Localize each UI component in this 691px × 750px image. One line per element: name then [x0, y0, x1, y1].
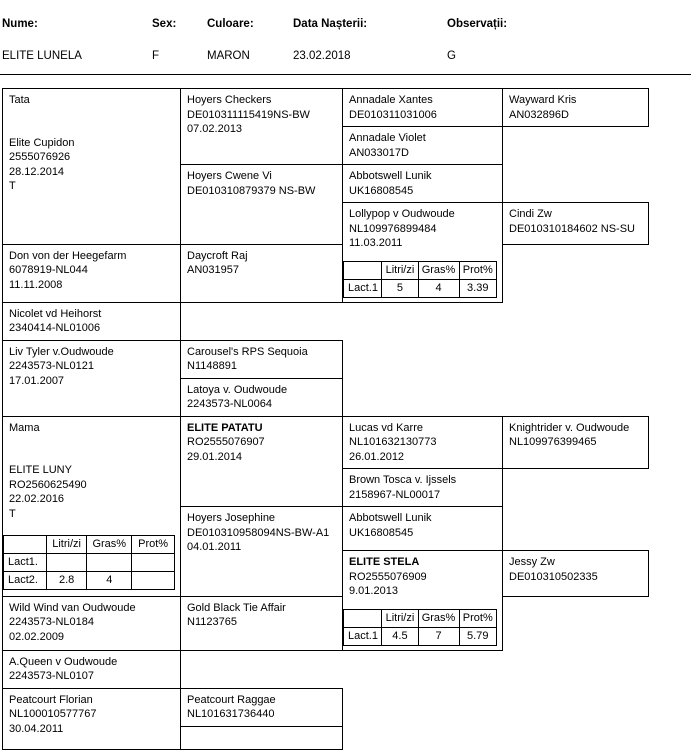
lactation-header-gras: Gras%: [87, 536, 132, 554]
ancestor-cell-g4: [343, 507, 503, 551]
lactation-prot: 3.39: [459, 279, 497, 297]
lactation-litri: [46, 554, 86, 572]
ancestor-id: NL101631736440: [187, 708, 275, 721]
value-sex: F: [152, 50, 160, 62]
lactation-header-litri: Litri/zi: [382, 261, 418, 279]
ancestor-id: DE010310958094NS-BW-A1: [187, 526, 330, 539]
ancestor-date: 11.11.2008: [9, 278, 63, 291]
dam-extra: T: [9, 507, 16, 520]
label-color: Culoare:: [207, 18, 254, 30]
ancestor-cell-g3: [343, 416, 503, 469]
ancestor-id: 2243573-NL0184: [9, 616, 95, 629]
ancestor-name: Don von der Heegefarm: [9, 249, 127, 262]
lactation-header-gras: Gras%: [418, 261, 459, 279]
ancestor-cell-g3: [343, 89, 503, 127]
lactation-label: Lact.1: [344, 279, 382, 297]
sire-name: Elite Cupidon: [9, 136, 75, 149]
ancestor-name: ELITE STELA: [349, 556, 420, 569]
header-divider: [0, 74, 691, 75]
dam-cell: [3, 416, 181, 596]
ancestor-id: DE010311031006: [349, 108, 437, 121]
dam-title: Mama: [9, 421, 40, 434]
lactation-litri: 4.5: [382, 627, 418, 645]
ancestor-id: RO2555076907: [187, 436, 265, 449]
ancestor-cell-g4-empty: [181, 726, 343, 750]
ancestor-cell-g3: [3, 596, 181, 650]
ancestor-name: Hoyers Cwene Vi: [187, 170, 272, 183]
ancestor-id: AN031957: [187, 264, 239, 277]
ancestor-cell-g3: [3, 688, 181, 750]
ancestor-cell-g4: [181, 378, 343, 416]
lactation-table: [343, 609, 497, 646]
table-row: [3, 416, 649, 469]
ancestor-name: Annadale Violet: [349, 132, 426, 145]
ancestor-name: ELITE PATATU: [187, 421, 263, 434]
lactation-row: [4, 572, 175, 590]
label-sex: Sex:: [152, 18, 177, 30]
lactation-gras: [87, 554, 132, 572]
lactation-header-row: [4, 536, 175, 554]
ancestor-date: 26.01.2012: [349, 450, 405, 463]
ancestor-cell-g4: [181, 340, 343, 378]
ancestor-cell-g4: [343, 127, 503, 165]
ancestor-name: Wayward Kris: [509, 94, 577, 106]
ancestor-id: NL100010577767: [9, 708, 97, 721]
sire-cell: [3, 89, 181, 245]
lactation-header-litri: Litri/zi: [382, 609, 418, 627]
lactation-label: Lact1.: [4, 554, 47, 572]
label-name: Nume:: [2, 18, 38, 30]
ancestor-id: N1148891: [187, 360, 237, 373]
lactation-row: [4, 554, 175, 572]
ancestor-date: 30.04.2011: [9, 722, 64, 735]
ancestor-name: Wild Wind van Oudwoude: [9, 601, 136, 614]
ancestor-date: 04.01.2011: [187, 541, 242, 554]
table-row: [3, 340, 649, 378]
dam-dam-cell: [343, 551, 503, 651]
ancestor-name: Lollypop v Oudwoude: [349, 208, 455, 221]
lactation-row: [344, 279, 497, 297]
label-observations: Observații:: [447, 18, 508, 30]
ancestor-name: Carousel's RPS Sequoia: [187, 345, 308, 358]
ancestor-id: 2158967-NL00017: [349, 488, 441, 501]
ancestor-id: UK16808545: [349, 184, 414, 197]
sire-date: 28.12.2014: [9, 165, 65, 178]
dam-sire-cell: [181, 416, 343, 507]
lactation-prot: [132, 554, 175, 572]
lactation-header-blank: [344, 609, 382, 627]
ancestor-id: NL101632130773: [349, 436, 437, 449]
value-name: ELITE LUNELA: [2, 50, 82, 62]
lactation-label: Lact.1: [344, 627, 382, 645]
dam-id: RO2560625490: [9, 478, 87, 491]
ancestor-name: Latoya v. Oudwoude: [187, 383, 288, 396]
ancestor-cell-g4: [181, 244, 343, 302]
header-value-row: [0, 50, 691, 66]
ancestor-id: 6078919-NL044: [9, 264, 88, 277]
dam-date: 22.02.2016: [9, 493, 65, 506]
table-row: [3, 89, 649, 127]
lactation-table: [3, 535, 175, 590]
ancestor-date: 11.03.2011: [349, 237, 403, 250]
ancestor-cell-g4: [343, 469, 503, 507]
sire-sire-cell: [181, 89, 343, 165]
ancestor-name: Lucas vd Karre: [349, 421, 423, 434]
ancestor-name: Abbotswell Lunik: [349, 512, 432, 525]
lactation-gras: 4: [87, 572, 132, 590]
ancestor-date: 29.01.2014: [187, 450, 243, 463]
sire-id: 2555076926: [9, 151, 71, 164]
animal-header: [0, 0, 691, 74]
sire-extra: T: [9, 180, 16, 193]
lactation-header-blank: [344, 261, 382, 279]
value-birth-date: 23.02.2018: [293, 50, 351, 62]
ancestor-id: 2340414-NL01006: [9, 322, 101, 335]
ancestor-id: DE010310184602 NS-SU: [509, 222, 635, 235]
ancestor-id: RO2555076909: [349, 570, 427, 583]
table-row: [3, 688, 649, 726]
ancestor-name: Peatcourt Florian: [9, 693, 93, 706]
ancestor-name: Daycroft Raj: [187, 249, 248, 262]
ancestor-cell-g4: [503, 89, 649, 127]
lactation-header-blank: [4, 536, 47, 554]
ancestor-name: Peatcourt Raggae: [187, 693, 276, 706]
lactation-row: [344, 627, 497, 645]
lactation-litri: 5: [382, 279, 418, 297]
ancestor-name: Knightrider v. Oudwoude: [509, 421, 630, 434]
ancestor-id: DE010310879379 NS-BW: [187, 184, 316, 197]
ancestor-id: NL109976399465: [509, 436, 597, 449]
lactation-header-row: [344, 261, 497, 279]
sire-title: Tata: [9, 94, 30, 106]
label-birth-date: Data Nașterii:: [293, 18, 368, 30]
ancestor-name: Nicolet vd Heihorst: [9, 307, 102, 320]
lactation-table: [343, 261, 497, 298]
ancestor-cell-g3: [3, 340, 181, 416]
ancestor-name: Cindi Zw: [509, 208, 552, 221]
ancestor-cell-g4: [3, 302, 181, 340]
ancestor-name: Hoyers Josephine: [187, 512, 276, 525]
ancestor-id: N1123765: [187, 616, 237, 629]
ancestor-id: DE010310502335: [509, 570, 598, 583]
ancestor-date: 17.01.2007: [9, 374, 65, 387]
value-color: MARON: [207, 50, 250, 62]
ancestor-cell-g4: [3, 650, 181, 688]
ancestor-cell-g4: [503, 416, 649, 469]
ancestor-id: UK16808545: [349, 526, 414, 539]
ancestor-id: 2243573-NL0121: [9, 360, 95, 373]
ancestor-id: 2243573-NL0064: [187, 398, 273, 411]
ancestor-name: Abbotswell Lunik: [349, 170, 432, 183]
lactation-header-prot: Prot%: [459, 261, 497, 279]
ancestor-date: 9.01.2013: [349, 585, 398, 598]
lactation-prot: [132, 572, 175, 590]
header-label-row: [0, 18, 691, 34]
ancestor-name: Liv Tyler v.Oudwoude: [9, 345, 114, 358]
table-row: [3, 302, 649, 340]
ancestor-cell-g4: [181, 688, 343, 726]
ancestor-cell-g3: [3, 244, 181, 302]
lactation-label: Lact2.: [4, 572, 47, 590]
lactation-prot: 5.79: [459, 627, 497, 645]
lactation-header-litri: Litri/zi: [46, 536, 86, 554]
ancestor-name: Jessy Zw: [509, 556, 555, 569]
lactation-header-gras: Gras%: [418, 609, 459, 627]
ancestor-cell-g4: [503, 203, 649, 245]
ancestor-cell-g4: [343, 165, 503, 203]
ancestor-name: Gold Black Tie Affair: [187, 601, 286, 614]
ancestor-date: 07.02.2013: [187, 123, 243, 136]
dam-name: ELITE LUNY: [9, 464, 72, 477]
ancestor-name: A.Queen v Oudwoude: [9, 655, 118, 668]
lactation-header-prot: Prot%: [459, 609, 497, 627]
ancestor-name: Hoyers Checkers: [187, 94, 272, 106]
pedigree-table: [2, 88, 649, 750]
ancestor-name: Brown Tosca v. Ijssels: [349, 474, 457, 487]
ancestor-cell-g3: [181, 507, 343, 596]
lactation-gras: 4: [418, 279, 459, 297]
ancestor-cell-g4: [503, 551, 649, 596]
value-observations: G: [447, 50, 456, 62]
ancestor-name: Annadale Xantes: [349, 94, 433, 106]
ancestor-id: DE010311115419NS-BW: [187, 108, 310, 121]
ancestor-cell-g4: [181, 596, 343, 650]
table-row: [3, 244, 649, 302]
ancestor-id: AN032896D: [509, 108, 569, 121]
table-row: [3, 650, 649, 688]
lactation-litri: 2.8: [46, 572, 86, 590]
sire-dam-cell: [343, 203, 503, 303]
ancestor-id: NL109976899484: [349, 222, 437, 235]
lactation-header-prot: Prot%: [132, 536, 175, 554]
ancestor-cell-g3: [181, 165, 343, 245]
table-row: [3, 596, 649, 650]
ancestor-id: AN033017D: [349, 146, 409, 159]
ancestor-id: 2243573-NL0107: [9, 670, 95, 683]
ancestor-date: 02.02.2009: [9, 630, 65, 643]
lactation-gras: 7: [418, 627, 459, 645]
lactation-header-row: [344, 609, 497, 627]
